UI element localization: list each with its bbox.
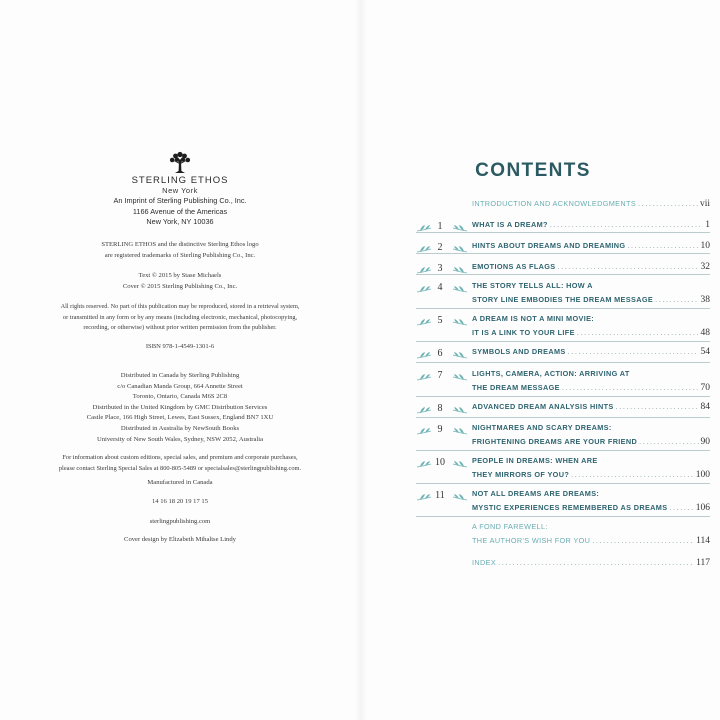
copyright-line: Cover © 2015 Sterling Publishing Co., Inc. — [122, 282, 238, 290]
trademark-notice — [0, 240, 360, 261]
rights-notice — [0, 302, 360, 334]
leaf-ornament-icon — [452, 244, 468, 254]
chapter-number — [416, 243, 468, 255]
toc-entry-line — [472, 369, 710, 383]
toc-entry-title: IT IS A LINK TO YOUR LIFE — [472, 328, 575, 337]
toc-entry-line — [472, 383, 710, 397]
chapter-number-text: 10 — [435, 457, 445, 468]
isbn-text: ISBN 978-1-4549-1301-6 — [145, 343, 215, 350]
toc-page-number: 38 — [700, 295, 710, 305]
trademark-line: STERLING ETHOS and the distinctive Sterling Ethos logo — [101, 241, 259, 248]
toc-page-number: 70 — [700, 383, 710, 393]
chapter-number-text: 3 — [437, 263, 443, 274]
distribution-line: Distributed in Australia by NewSouth Books — [120, 424, 240, 432]
toc-entry-line — [472, 220, 710, 234]
manufactured-notice — [0, 478, 360, 489]
toc-page-number: 10 — [700, 241, 710, 251]
toc-entry-line — [472, 347, 710, 361]
logo-location: New York — [162, 186, 198, 195]
chapter-number-text: 2 — [437, 242, 443, 253]
toc-entry-title: INTRODUCTION AND ACKNOWLEDGMENTS — [472, 199, 637, 208]
chapter-number-text: 8 — [437, 403, 443, 414]
toc-entry-title: PEOPLE IN DREAMS: WHEN ARE — [472, 456, 598, 465]
printing-numbers: 14 16 18 20 19 17 15 — [151, 498, 209, 505]
toc-entry[interactable] — [472, 314, 710, 342]
entry-separator — [416, 417, 710, 418]
toc-entry[interactable] — [472, 456, 710, 484]
special-sales-info — [0, 453, 360, 474]
toc-entry[interactable] — [472, 199, 710, 213]
toc-entry-line — [472, 558, 710, 572]
distribution-info — [0, 371, 360, 445]
distribution-line: c/o Canadian Manda Group, 664 Annette Street — [117, 382, 243, 390]
toc-entry-line — [472, 199, 710, 213]
printing-line — [0, 497, 360, 508]
toc-entry-title: THE STORY TELLS ALL: HOW A — [472, 281, 593, 290]
dot-leader — [498, 558, 694, 567]
toc-entry-title: WHAT IS A DREAM? — [472, 220, 548, 229]
chapter-number — [416, 283, 468, 295]
copyright-notice — [0, 271, 360, 292]
leaf-ornament-icon — [452, 265, 468, 275]
rights-line: or transmitted in any form or by any means (including electronic, mechanical, photocopying, — [62, 313, 298, 321]
toc-entry-title: NOT ALL DREAMS ARE DREAMS: — [472, 489, 600, 498]
toc-entry-line — [472, 456, 710, 470]
toc-entry[interactable] — [472, 402, 710, 416]
toc-page-number: 1 — [705, 220, 710, 230]
toc-entry-title: ADVANCED DREAM ANALYSIS HINTS — [472, 402, 614, 411]
chapter-number-text: 9 — [437, 424, 443, 435]
chapter-number-text: 1 — [437, 221, 443, 232]
toc-entry-line — [472, 522, 710, 536]
manufactured-text: Manufactured in Canada — [147, 479, 213, 486]
toc-entry-title: A FOND FAREWELL: — [472, 522, 548, 531]
toc-entry-line — [472, 489, 710, 503]
dot-leader — [571, 470, 694, 479]
chapter-number — [416, 491, 468, 503]
dot-leader — [558, 262, 699, 271]
toc-entry-title: THE AUTHOR'S WISH FOR YOU — [472, 536, 591, 545]
tree-icon — [167, 150, 193, 174]
leaf-ornament-icon — [452, 405, 468, 415]
leaf-ornament-icon — [452, 350, 468, 360]
imprint-line: An Imprint of Sterling Publishing Co., Inc. — [113, 196, 247, 205]
dot-leader — [592, 536, 694, 545]
toc-entry[interactable] — [472, 423, 710, 451]
dot-leader — [616, 402, 699, 411]
toc-entry-title: LIGHTS, CAMERA, ACTION: ARRIVING AT — [472, 369, 630, 378]
toc-entry[interactable] — [472, 347, 710, 361]
special-sales-line: For information about custom editions, special sales, and premium and corporate purchases, — [62, 454, 298, 461]
toc-entry-line — [472, 536, 710, 550]
isbn — [0, 342, 360, 353]
toc-entry[interactable] — [472, 262, 710, 276]
toc-entry-title: A DREAM IS NOT A MINI MOVIE: — [472, 314, 595, 323]
toc-entry-line — [472, 281, 710, 295]
contents-title: CONTENTS — [475, 160, 591, 181]
toc-page-number: 117 — [696, 558, 710, 568]
dot-leader — [627, 241, 698, 250]
imprint-line: New York, NY 10036 — [146, 217, 214, 226]
toc-entry-line — [472, 503, 710, 517]
toc-entry-title: SYMBOLS AND DREAMS — [472, 347, 566, 356]
dot-leader — [577, 328, 699, 337]
chapter-number — [416, 349, 468, 361]
distribution-line: Toronto, Ontario, Canada M6S 2C8 — [132, 393, 228, 401]
imprint-line: 1166 Avenue of the Americas — [132, 206, 228, 216]
dot-leader — [655, 295, 698, 304]
distribution-line: University of New South Wales, Sydney, NSW 2052, Australia — [96, 435, 263, 443]
toc-page-number: 106 — [695, 503, 710, 513]
chapter-number — [416, 425, 468, 437]
entry-separator — [416, 362, 710, 363]
leaf-ornament-icon — [452, 459, 468, 469]
toc-entry-line — [472, 295, 710, 309]
chapter-number — [416, 458, 468, 470]
toc-entry[interactable] — [472, 558, 710, 572]
cover-design-credit — [0, 535, 360, 546]
dot-leader — [669, 503, 693, 512]
table-of-contents — [360, 0, 720, 720]
publisher-logo — [0, 150, 360, 195]
rights-line: All rights reserved. No part of this publication may be reproduced, stored in a retrieval system, — [60, 303, 300, 310]
dot-leader — [568, 347, 699, 356]
distribution-line: Castle Place, 166 High Street, Lewes, East Sussex, England BN7 1XU — [86, 414, 274, 422]
toc-entry-title: STORY LINE EMBODIES THE DREAM MESSAGE — [472, 295, 654, 304]
chapter-number-text: 4 — [437, 282, 443, 293]
toc-entry-title: NIGHTMARES AND SCARY DREAMS: — [472, 423, 612, 432]
toc-entry[interactable] — [472, 489, 710, 517]
dot-leader — [550, 220, 703, 229]
toc-entry-title: THEY MIRRORS OF YOU? — [472, 470, 570, 479]
dot-leader — [562, 383, 699, 392]
chapter-number — [416, 222, 468, 234]
toc-entry-line — [472, 423, 710, 437]
leaf-ornament-icon — [452, 284, 468, 294]
toc-entry-line — [472, 241, 710, 255]
toc-entry-line — [472, 402, 710, 416]
chapter-number-text: 5 — [437, 315, 443, 326]
toc-entry-line — [472, 314, 710, 328]
trademark-line: are registered trademarks of Sterling Publishing Co., Inc. — [104, 251, 256, 259]
toc-page-number: 48 — [700, 328, 710, 338]
toc-entry-title: HINTS ABOUT DREAMS AND DREAMING — [472, 241, 626, 250]
toc-entry-line — [472, 262, 710, 276]
chapter-number-text: 6 — [437, 348, 443, 359]
leaf-ornament-icon — [452, 372, 468, 382]
toc-entry[interactable] — [472, 281, 710, 309]
toc-page-number: 114 — [696, 536, 710, 546]
toc-entry[interactable] — [472, 522, 710, 550]
toc-entry-title: FRIGHTENING DREAMS ARE YOUR FRIEND — [472, 437, 638, 446]
contents-page — [360, 0, 720, 720]
toc-page-number: 32 — [700, 262, 710, 272]
toc-page-number: vii — [699, 199, 710, 209]
chapter-number-text: 11 — [435, 490, 445, 501]
chapter-number — [416, 404, 468, 416]
leaf-ornament-icon — [452, 317, 468, 327]
toc-entry-title: MYSTIC EXPERIENCES REMEMBERED AS DREAMS — [472, 503, 668, 512]
imprint-address — [0, 196, 360, 228]
website — [0, 517, 360, 528]
distribution-line: Distributed in the United Kingdom by GMC Distribution Services — [92, 403, 268, 411]
copyright-line: Text © 2015 by Stase Michaels — [138, 272, 222, 279]
leaf-ornament-icon — [452, 492, 468, 502]
chapter-number — [416, 371, 468, 383]
toc-entry-line — [472, 470, 710, 484]
leaf-ornament-icon — [452, 223, 468, 233]
website-text: sterlingpublishing.com — [149, 518, 211, 525]
toc-page-number: 54 — [700, 347, 710, 357]
logo-name: STERLING ETHOS — [131, 175, 229, 186]
toc-entry-title: INDEX — [472, 558, 497, 567]
chapter-number — [416, 316, 468, 328]
dot-leader — [639, 437, 698, 446]
toc-page-number: 100 — [695, 470, 710, 480]
toc-entry-line — [472, 437, 710, 451]
toc-entry-title: EMOTIONS AS FLAGS — [472, 262, 556, 271]
toc-entry[interactable] — [472, 241, 710, 255]
toc-entry-title: THE DREAM MESSAGE — [472, 383, 560, 392]
toc-page-number: 90 — [700, 437, 710, 447]
chapter-number — [416, 264, 468, 276]
toc-page-number: 84 — [700, 402, 710, 412]
toc-entry[interactable] — [472, 369, 710, 397]
distribution-line: Distributed in Canada by Sterling Publishing — [120, 372, 240, 379]
toc-entry[interactable] — [472, 220, 710, 234]
leaf-ornament-icon — [452, 426, 468, 436]
rights-line: recording, or otherwise) without prior written permission from the publisher. — [83, 324, 277, 332]
cover-design-text: Cover design by Elizabeth Mihaltse Lindy — [124, 536, 236, 543]
toc-entry-line — [472, 328, 710, 342]
dot-leader — [638, 199, 698, 208]
special-sales-line: please contact Sterling Special Sales at 800-805-5489 or specialsales@sterlingpublishing.com. — [58, 464, 302, 472]
chapter-number-text: 7 — [437, 370, 443, 381]
